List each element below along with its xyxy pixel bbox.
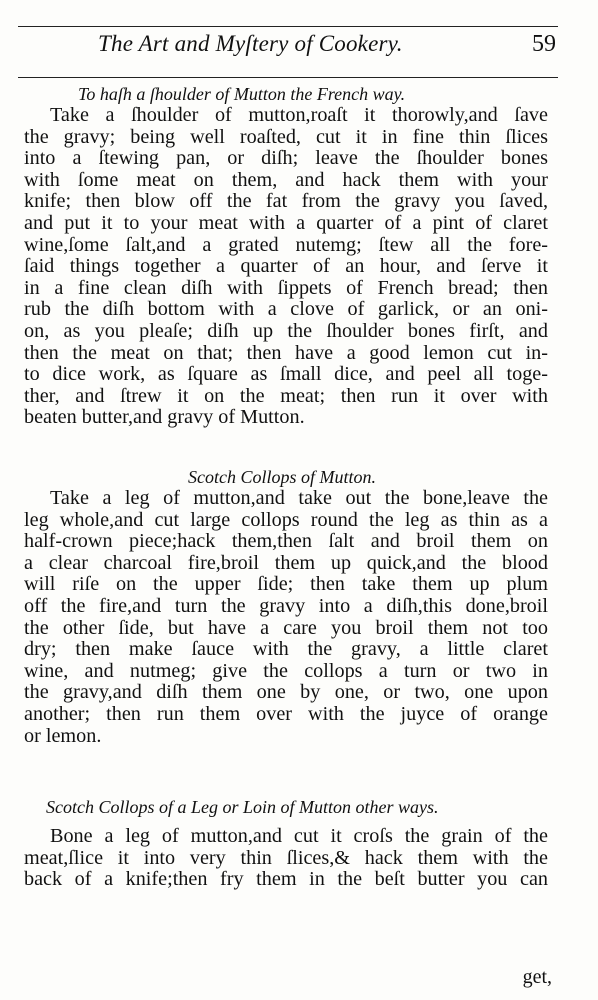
- text-line: knife; then blow off the fat from the gravy you ſaved,: [24, 190, 548, 213]
- text-line: ſaid things together a quarter of an hour, and ſerve it: [24, 255, 548, 278]
- text-line: and put it to your meat with a quarter of a pint of claret: [24, 211, 548, 234]
- text-line: on, as you pleaſe; diſh up the ſhoulder bones firſt, and: [24, 319, 548, 342]
- text-line: then the meat on that; then have a good lemon cut in-: [24, 341, 548, 364]
- recipe-body-scotch-collops: [24, 488, 548, 747]
- text-line: leg whole,and cut large collops round the leg as thin as a: [24, 508, 548, 531]
- recipe-body-hash-shoulder: [24, 105, 548, 429]
- text-line: the gravy,and diſh them one by one, or two, one upon: [24, 681, 548, 704]
- recipe-body-scotch-collops-leg-loin: [24, 826, 548, 891]
- text-line: Bone a leg of mutton,and cut it croſs the grain of the: [50, 825, 548, 847]
- text-line: ther, and ſtrew it on the meat; then run it over with: [24, 384, 548, 407]
- page-number: 59: [532, 31, 556, 57]
- recipe-heading-hash-shoulder: To haſh a ſhoulder of Mutton the French way.: [78, 84, 406, 104]
- recipe-heading-scotch-collops-leg-loin: Scotch Collops of a Leg or Loin of Mutton other ways.: [46, 797, 439, 817]
- text-line: meat,ſlice it into very thin ſlices,& hack them with the: [24, 846, 548, 869]
- text-line: beaten butter,and gravy of Mutton.: [24, 406, 305, 429]
- text-line: half-crown piece;hack them,then ſalt and broil them on: [24, 530, 548, 553]
- recipe-heading-scotch-collops: Scotch Collops of Mutton.: [188, 467, 376, 487]
- text-line: a clear charcoal fire,broil them up quick,and the blood: [24, 551, 548, 574]
- text-line: with ſome meat on them, and hack them with your: [24, 168, 548, 191]
- text-line: or lemon.: [24, 724, 102, 747]
- text-line: dry; then make ſauce with the gravy, a little claret: [24, 638, 548, 661]
- text-line: off the fire,and turn the gravy into a diſh,this done,broil: [24, 594, 548, 617]
- text-line: in a fine clean diſh with ſippets of French bread; then: [24, 276, 548, 299]
- text-line: rub the diſh bottom with a clove of garlick, or an oni-: [24, 298, 548, 321]
- text-line: to dice work, as ſquare as ſmall dice, and peel all toge-: [24, 363, 548, 386]
- page-header: [18, 26, 558, 78]
- text-line: back of a knife;then fry them in the beſt butter you can: [24, 868, 548, 891]
- text-line: the gravy; being well roaſted, cut it in fine thin ſlices: [24, 125, 548, 148]
- text-line: another; then run them over with the juyce of orange: [24, 702, 548, 725]
- text-line: into a ſtewing pan, or diſh; leave the ſhoulder bones: [24, 147, 548, 170]
- text-line: the other ſide, but have a care you broil them not too: [24, 616, 548, 639]
- running-title: The Art and Myſtery of Cookery.: [98, 31, 403, 56]
- text-line: wine, and nutmeg; give the collops a turn or two in: [24, 659, 548, 682]
- catchword: get,: [522, 966, 552, 988]
- text-line: Take a leg of mutton,and take out the bone,leave the: [50, 487, 548, 509]
- text-line: wine,ſome ſalt,and a grated nutemg; ſtew all the fore-: [24, 233, 548, 256]
- text-line: will riſe on the upper ſide; then take them up plum: [24, 573, 548, 596]
- text-line: Take a ſhoulder of mutton,roaſt it thorowly,and ſave: [50, 104, 548, 126]
